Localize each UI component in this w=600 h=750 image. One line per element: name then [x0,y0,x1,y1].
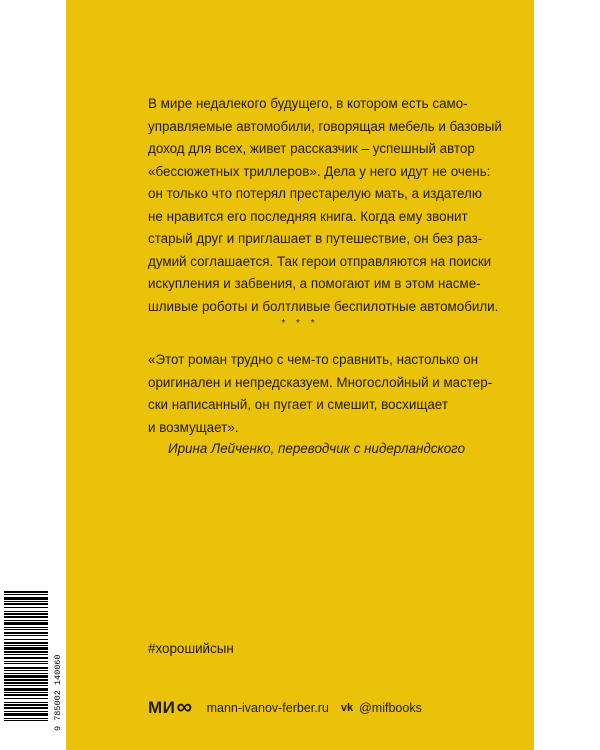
barcode-bar [4,594,48,595]
publisher-logo [148,694,193,719]
barcode-bar [4,682,48,684]
barcode-bar [4,622,48,625]
barcode-bar [4,713,48,716]
barcode-digits: 9 785002 140060 [53,654,63,731]
barcode-bar [4,642,48,644]
barcode-bar [4,694,48,696]
blurb-line: «бессюжетных триллеров». Дела у него идут не очень: [148,163,491,179]
blurb-line: думий соглашается. Так герои отправляются на поиски [148,253,492,269]
blurb-line: искупления и забвения, а помогают им в этом насме- [148,276,481,291]
quote-line: «Этот роман трудно с чем-то сравнить, настолько он [148,352,479,367]
barcode-bar [4,601,48,602]
review-quote [148,349,493,439]
vk-icon: vk [340,702,354,714]
barcode-bar [4,620,48,621]
barcode-bar [4,629,48,630]
blurb-line: шливые роботы и болтливые беспилотные автомобили. [148,298,499,314]
barcode-bar [4,639,48,640]
barcode-bar [4,670,48,671]
blurb-line: он только что потерял престарелую мать, а издателю [148,186,482,201]
publisher-footer [148,694,422,719]
barcode-bar [4,702,48,703]
blurb-line: старый друг и приглашает в путешествие, он без раз- [148,231,483,246]
barcode-bar [4,607,48,608]
section-separator: * * * [281,318,319,329]
quote-line: и возмущает». [148,419,239,435]
barcode-bar [4,616,48,618]
barcode-bar [4,718,48,719]
barcode-bar [4,635,48,636]
barcode-bar [4,675,48,678]
barcode-bar [4,707,48,709]
blurb-line: не нравится его последняя книга. Когда ему звонит [148,208,468,224]
barcode-bar [4,632,48,634]
quote-line: ски написанный, он пугает и смешит, восхищает [148,397,448,412]
barcode-bar [4,661,48,662]
barcode-bar [4,651,48,653]
barcode-bar [4,627,48,628]
barcode-bar [4,679,48,681]
social-handle: @mifbooks [359,701,422,715]
barcode-bar [4,711,48,712]
barcode-bar [4,692,48,693]
barcode-bar [4,698,48,699]
barcode-bar [4,647,48,650]
publisher-logo-text: МИ [148,698,176,717]
barcode-bar [4,591,48,593]
barcode-bar [4,657,48,659]
barcode-bar [4,685,48,686]
blurb-line: доход для всех, живет рассказчик – успешный автор [148,141,475,156]
barcode-graphic [0,583,66,735]
book-blurb [148,93,502,318]
blurb-line: управляемые автомобили, говорящая мебель и базовый [148,118,502,134]
barcode-bar [4,611,48,612]
quote-author: Ирина Лейченко, переводчик с нидерландского [168,441,466,456]
barcode-bar [4,704,48,706]
barcode-bar [4,603,48,605]
barcode-bar [4,613,48,615]
barcode-bar [4,673,48,674]
back-cover [66,0,534,750]
publisher-website: mann-ivanov-ferber.ru [206,701,329,715]
barcode-bar [4,720,48,721]
barcode-bar [4,688,48,691]
quote-line: оригинален и непредсказуем. Многослойный и мастер- [148,374,493,390]
barcode-bar [4,645,48,646]
blurb-line: В мире недалекого будущего, в котором есть само- [148,96,468,111]
isbn-barcode [0,583,66,735]
barcode-bar [4,597,48,600]
hashtag: #хорошийсын [148,641,234,656]
barcode-bar [4,654,48,655]
infinity-icon: ∞ [176,694,193,719]
barcode-bar [4,663,48,664]
barcode-bar [4,667,48,669]
